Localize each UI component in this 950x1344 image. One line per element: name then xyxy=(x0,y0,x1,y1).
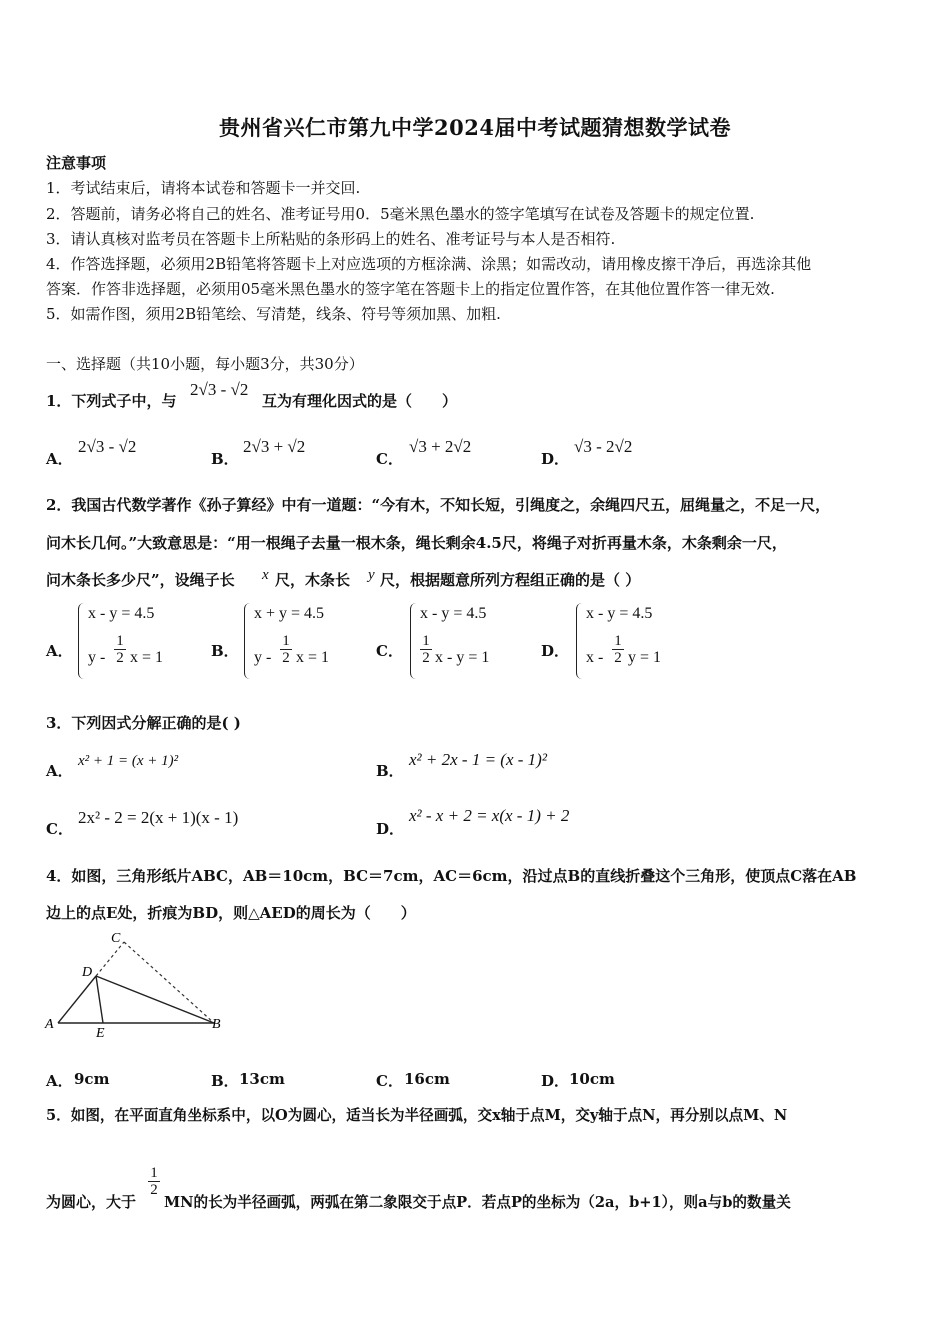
equation-suffix: x = 1 xyxy=(296,649,330,666)
fraction-numerator: 1 xyxy=(282,633,290,649)
segment-db xyxy=(96,976,214,1023)
q4-option-a-value: 9cm xyxy=(74,1070,110,1088)
label-e: E xyxy=(96,1026,105,1040)
q2-stem-line: 2．我国古代数学著作《孙子算经》中有一道题：“今有木，不知长短，引绳度之，余绳四尺五，屈绳量之，不足一尺， xyxy=(46,496,831,514)
q3-option-c-letter[interactable]: C． xyxy=(46,820,73,838)
q4-option-d-letter[interactable]: D． xyxy=(541,1072,570,1090)
notice-item: 答案．作答非选择题，必须用05毫米黑色墨水的签字笔在答题卡上的指定位置作答，在其他位置作答一律无效. xyxy=(46,280,775,298)
q5-fraction-half xyxy=(148,1165,160,1198)
q5-stem-line1: 5．如图，在平面直角坐标系中，以O为圆心，适当长为半径画弧，交x轴于点M，交y轴于点N，再分别以点M、N xyxy=(46,1107,788,1124)
q1-option-d-expr: √3 - 2√2 xyxy=(574,437,633,456)
q2-option-b-system xyxy=(244,603,354,681)
q2-var-x: x xyxy=(262,567,269,583)
segment-de xyxy=(96,976,103,1023)
exam-title: 贵州省兴仁市第九中学2024届中考试题猜想数学试卷 xyxy=(219,115,731,140)
q1-option-c-letter[interactable]: C． xyxy=(376,450,403,468)
q2-option-a-letter[interactable]: A． xyxy=(46,642,73,660)
q1-stem-part1: 1．下列式子中，与 xyxy=(46,392,177,410)
notice-item: 1．考试结束后，请将本试卷和答题卡一并交回. xyxy=(46,179,361,197)
label-a: A xyxy=(45,1017,54,1032)
notice-heading: 注意事项 xyxy=(46,154,107,172)
fraction-denominator: 2 xyxy=(116,650,124,666)
segment-cb-dashed xyxy=(124,942,214,1023)
fraction-half xyxy=(420,633,432,666)
q5-stem-line2-part2: MN的长为半径画弧，两弧在第二象限交于点P．若点P的坐标为（2a，b+1），则a与b的数量关 xyxy=(164,1194,791,1211)
fraction-denominator: 2 xyxy=(282,650,290,666)
q1-option-d-letter[interactable]: D． xyxy=(541,450,570,468)
notice-item: 3．请认真核对监考员在答题卡上所粘贴的条形码上的姓名、准考证号与本人是否相符. xyxy=(46,230,616,248)
q3-option-d-expr: x² - x + 2 = x(x - 1) + 2 xyxy=(409,806,570,825)
q3-option-a-expr: x² + 1 = (x + 1)² xyxy=(78,753,179,769)
q2-stem-line: 问木长几何。”大致意思是：“用一根绳子去量一根木条，绳长剩余4.5尺，将绳子对折再量木条，木条剩余一尺， xyxy=(46,534,787,552)
notice-item: 4．作答选择题，必须用2B铅笔将答题卡上对应选项的方框涂满、涂黑；如需改动，请用橡皮擦干净后，再选涂其他 xyxy=(46,255,812,273)
fraction-numerator: 1 xyxy=(614,633,622,649)
q2-option-c-letter[interactable]: C． xyxy=(376,642,403,660)
equation-prefix: x - xyxy=(586,649,604,666)
q2-stem-line3-part2: 尺，木条长 xyxy=(275,571,351,589)
equation-suffix: y = 1 xyxy=(628,649,662,666)
q3-stem: 3．下列因式分解正确的是( ) xyxy=(46,714,241,732)
fraction-numerator: 1 xyxy=(116,633,124,649)
equation-suffix: x = 1 xyxy=(130,649,164,666)
q4-option-c-value: 16cm xyxy=(404,1070,450,1088)
equation: x + y = 4.5 xyxy=(254,605,325,622)
q1-option-b-expr: 2√3 + √2 xyxy=(243,437,306,456)
q5-stem-line2-part1: 为圆心，大于 xyxy=(46,1193,137,1211)
q1-option-c-expr: √3 + 2√2 xyxy=(409,437,472,456)
q4-stem-line2: 边上的点E处，折痕为BD，则△AED的周长为（ ） xyxy=(46,904,416,922)
q4-option-c-letter[interactable]: C． xyxy=(376,1072,403,1090)
fraction-denominator: 2 xyxy=(422,650,430,666)
q1-stem-part2: 互为有理化因式的是（ ） xyxy=(262,392,458,410)
equation: x - y = 4.5 xyxy=(420,605,487,622)
q3-option-b-letter[interactable]: B． xyxy=(376,762,404,780)
segment-dc-dashed xyxy=(96,942,124,976)
q2-stem-line3-part3: 尺，根据题意所列方程组正确的是（ ） xyxy=(380,571,641,589)
fraction-numerator: 1 xyxy=(422,633,430,649)
notice-item: 2．答题前，请务必将自己的姓名、准考证号用0．5毫米黑色墨水的签字笔填写在试卷及答题卡的规定位置. xyxy=(46,205,755,223)
q2-var-y: y xyxy=(368,567,375,583)
q2-option-c-system xyxy=(410,603,520,681)
q4-option-d-value: 10cm xyxy=(569,1070,615,1088)
q3-option-a-letter[interactable]: A． xyxy=(46,762,73,780)
equation-prefix: y - xyxy=(254,649,272,666)
equation: x - y = 4.5 xyxy=(88,605,155,622)
brace-icon xyxy=(576,603,584,679)
q4-option-a-letter[interactable]: A． xyxy=(46,1072,73,1090)
section-heading: 一、选择题（共10小题，每小题3分，共30分） xyxy=(46,355,364,373)
segment-ad xyxy=(58,976,96,1023)
q4-stem-line1: 4．如图，三角形纸片ABC，AB＝10cm，BC＝7cm，AC＝6cm，沿过点B的直线折叠这个三角形，使顶点C落在AB xyxy=(46,867,857,885)
label-d: D xyxy=(82,965,93,980)
q4-triangle-figure xyxy=(44,928,226,1040)
brace-icon xyxy=(244,603,252,679)
brace-icon xyxy=(78,603,86,679)
fraction-denominator: 2 xyxy=(150,1182,158,1198)
q1-option-a-expr: 2√3 - √2 xyxy=(78,437,137,456)
fraction-half xyxy=(114,633,126,666)
q3-option-c-expr: 2x² - 2 = 2(x + 1)(x - 1) xyxy=(78,808,239,827)
label-c: C xyxy=(111,931,121,946)
q4-option-b-value: 13cm xyxy=(239,1070,285,1088)
q3-option-b-expr: x² + 2x - 1 = (x - 1)² xyxy=(409,750,547,769)
fraction-denominator: 2 xyxy=(614,650,622,666)
q2-option-b-letter[interactable]: B． xyxy=(211,642,239,660)
q4-option-b-letter[interactable]: B． xyxy=(211,1072,239,1090)
fraction-numerator: 1 xyxy=(150,1165,158,1181)
q1-option-b-letter[interactable]: B． xyxy=(211,450,239,468)
q2-option-d-system xyxy=(576,603,686,681)
q2-option-d-letter[interactable]: D． xyxy=(541,642,570,660)
q1-option-a-letter[interactable]: A． xyxy=(46,450,73,468)
equation-prefix: y - xyxy=(88,649,106,666)
equation-suffix: x - y = 1 xyxy=(435,649,490,666)
q2-stem-line3-part1: 问木条长多少尺”，设绳子长 xyxy=(46,571,235,589)
fraction-half xyxy=(612,633,624,666)
q3-option-d-letter[interactable]: D． xyxy=(376,820,405,838)
brace-icon xyxy=(410,603,418,679)
notice-item: 5．如需作图，须用2B铅笔绘、写清楚，线条、符号等须加黑、加粗. xyxy=(46,305,501,323)
fraction-half xyxy=(280,633,292,666)
label-b: B xyxy=(212,1017,221,1032)
equation: x - y = 4.5 xyxy=(586,605,653,622)
q1-stem-expression: 2√3 - √2 xyxy=(190,380,249,399)
q2-option-a-system xyxy=(78,603,188,681)
